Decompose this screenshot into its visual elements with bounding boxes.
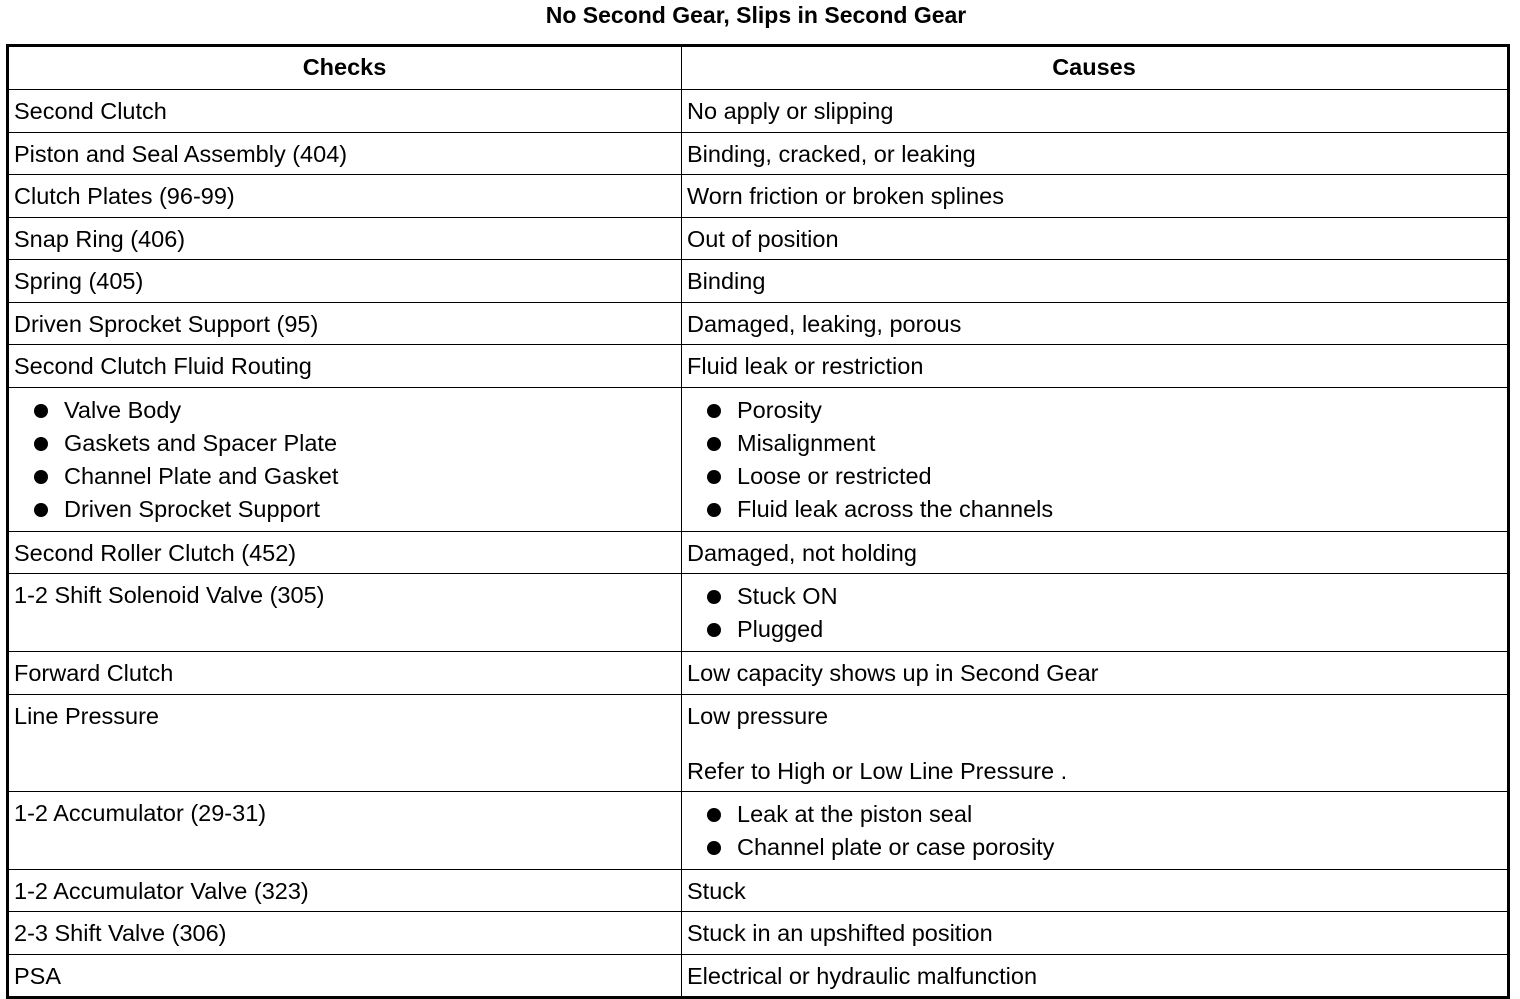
causes-column-header: Causes <box>682 46 1509 90</box>
table-row <box>8 652 1509 695</box>
table-row <box>8 531 1509 574</box>
check-cell: 1-2 Shift Solenoid Valve (305) <box>8 574 682 652</box>
cause-cell: Stuck <box>682 869 1509 912</box>
list-item: Stuck ON <box>707 580 1501 613</box>
cause-cell: Fluid leak or restriction <box>682 345 1509 388</box>
bullet-icon <box>707 841 721 855</box>
list-item: Porosity <box>707 394 1501 427</box>
list-item: Misalignment <box>707 427 1501 460</box>
bullet-icon <box>707 808 721 822</box>
bullet-icon <box>707 470 721 484</box>
table-row <box>8 345 1509 388</box>
table-row <box>8 387 1509 531</box>
cause-bullet-list <box>687 580 1501 646</box>
list-item: Channel Plate and Gasket <box>34 460 675 493</box>
check-cell: Second Clutch Fluid Routing <box>8 345 682 388</box>
table-row <box>8 954 1509 997</box>
list-item: Gaskets and Spacer Plate <box>34 427 675 460</box>
cause-cell: No apply or slipping <box>682 90 1509 133</box>
check-cell: Line Pressure <box>8 694 682 791</box>
check-cell: Snap Ring (406) <box>8 217 682 260</box>
diagnosis-table <box>6 44 1510 999</box>
cause-cell: Binding, cracked, or leaking <box>682 132 1509 175</box>
list-item: Channel plate or case porosity <box>707 831 1501 864</box>
table-row <box>8 302 1509 345</box>
check-bullet-list <box>14 394 675 526</box>
list-item: Loose or restricted <box>707 460 1501 493</box>
cause-cell <box>682 387 1509 531</box>
cause-paragraph: Refer to High or Low Line Pressure . <box>687 757 1068 784</box>
cause-cell: Damaged, leaking, porous <box>682 302 1509 345</box>
cause-cell <box>682 574 1509 652</box>
bullet-icon <box>34 437 48 451</box>
cause-paragraph: Low pressure <box>687 702 829 729</box>
bullet-icon <box>707 437 721 451</box>
table-row <box>8 90 1509 133</box>
check-cell: Driven Sprocket Support (95) <box>8 302 682 345</box>
bullet-icon <box>34 470 48 484</box>
cause-bullet-list <box>687 798 1501 864</box>
cause-cell: Damaged, not holding <box>682 531 1509 574</box>
cause-cell: Worn friction or broken splines <box>682 175 1509 218</box>
check-cell: Second Clutch <box>8 90 682 133</box>
page-title: No Second Gear, Slips in Second Gear <box>545 2 967 28</box>
cause-cell <box>682 694 1509 791</box>
bullet-icon <box>707 503 721 517</box>
cause-cell: Out of position <box>682 217 1509 260</box>
bullet-icon <box>707 404 721 418</box>
cause-cell: Stuck in an upshifted position <box>682 912 1509 955</box>
cause-bullet-list <box>687 394 1501 526</box>
table-row <box>8 869 1509 912</box>
check-cell: Clutch Plates (96-99) <box>8 175 682 218</box>
table-row <box>8 694 1509 791</box>
list-item: Driven Sprocket Support <box>34 493 675 526</box>
check-cell: PSA <box>8 954 682 997</box>
list-item: Leak at the piston seal <box>707 798 1501 831</box>
table-row <box>8 175 1509 218</box>
bullet-icon <box>34 503 48 517</box>
cause-cell <box>682 791 1509 869</box>
bullet-icon <box>34 404 48 418</box>
cause-cell: Electrical or hydraulic malfunction <box>682 954 1509 997</box>
check-cell <box>8 387 682 531</box>
check-cell: Forward Clutch <box>8 652 682 695</box>
check-cell: 1-2 Accumulator (29-31) <box>8 791 682 869</box>
list-item: Plugged <box>707 613 1501 646</box>
table-row <box>8 217 1509 260</box>
table-row <box>8 791 1509 869</box>
check-cell: 2-3 Shift Valve (306) <box>8 912 682 955</box>
bullet-icon <box>707 590 721 604</box>
table-row <box>8 574 1509 652</box>
check-cell: 1-2 Accumulator Valve (323) <box>8 869 682 912</box>
list-item: Fluid leak across the channels <box>707 493 1501 526</box>
list-item: Valve Body <box>34 394 675 427</box>
check-cell: Piston and Seal Assembly (404) <box>8 132 682 175</box>
bullet-icon <box>707 623 721 637</box>
table-row <box>8 132 1509 175</box>
table-row <box>8 260 1509 303</box>
table-header-row <box>8 46 1509 90</box>
cause-cell: Low capacity shows up in Second Gear <box>682 652 1509 695</box>
table-row <box>8 912 1509 955</box>
cause-cell: Binding <box>682 260 1509 303</box>
check-cell: Second Roller Clutch (452) <box>8 531 682 574</box>
checks-column-header: Checks <box>8 46 682 90</box>
check-cell: Spring (405) <box>8 260 682 303</box>
